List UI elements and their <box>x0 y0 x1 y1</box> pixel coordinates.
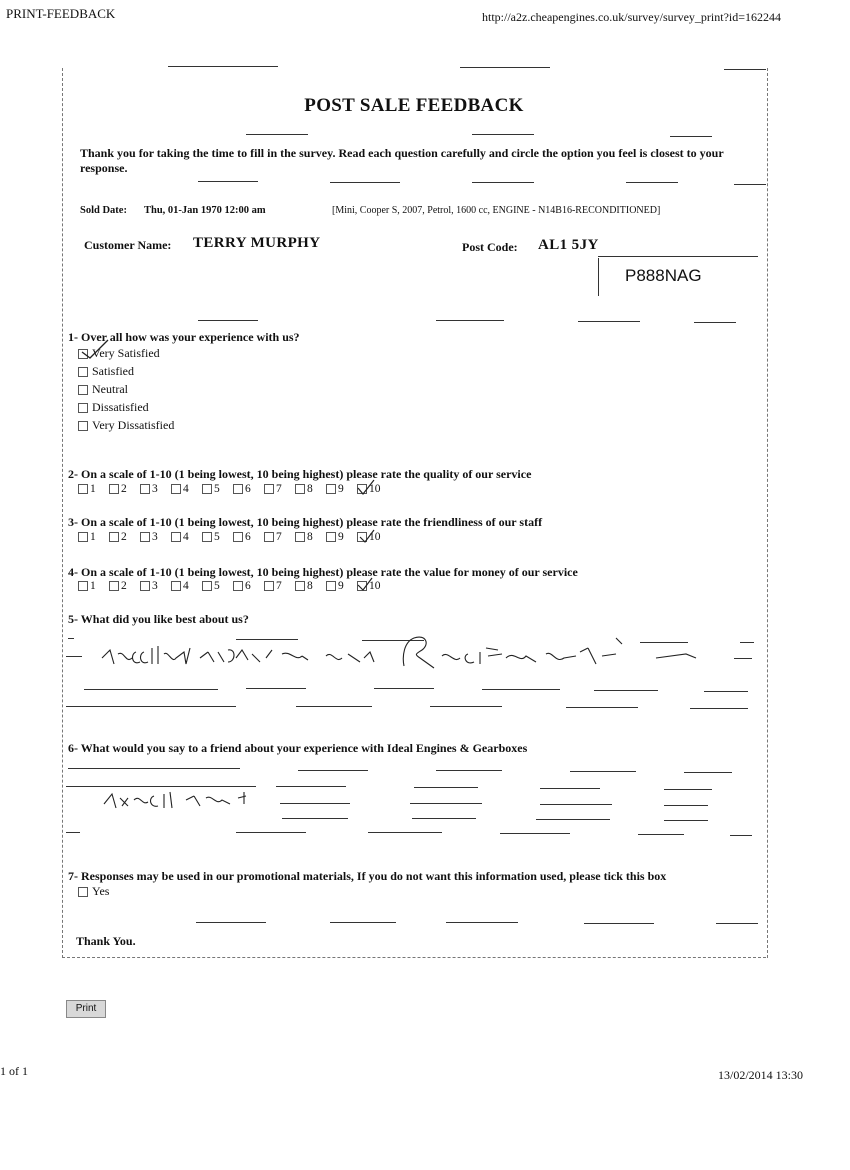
q4-rating-1[interactable]: 1 <box>78 580 109 592</box>
checkbox[interactable] <box>264 581 274 591</box>
q2-scale <box>78 483 388 495</box>
checkbox[interactable] <box>295 484 305 494</box>
print-datetime: 13/02/2014 13:30 <box>718 1068 804 1082</box>
q3-rating-1[interactable]: 1 <box>78 531 109 543</box>
divider <box>436 320 504 321</box>
customer-name: TERRY MURPHY <box>193 235 321 251</box>
registration-box <box>598 258 759 296</box>
q3-rating-7[interactable]: 7 <box>264 531 295 543</box>
registration-value: P888NAG <box>625 266 702 285</box>
checkbox[interactable] <box>233 532 243 542</box>
intro-text: Thank you for taking the time to fill in the survey. Read each question carefully and circle the option you feel is closest to your response. <box>80 146 724 175</box>
q2-rating-8[interactable]: 8 <box>295 483 326 495</box>
q2-rating-6[interactable]: 6 <box>233 483 264 495</box>
checkbox[interactable] <box>109 532 119 542</box>
q6-handwritten-answer <box>98 784 268 814</box>
checkbox[interactable] <box>78 581 88 591</box>
divider <box>626 182 678 183</box>
page-url: http://a2z.cheapengines.co.uk/survey/survey_print?id=162244 <box>482 10 782 24</box>
q3-rating-10[interactable]: 10 <box>357 531 388 543</box>
q2-rating-5[interactable]: 5 <box>202 483 233 495</box>
q4-rating-10[interactable]: 10 <box>357 580 388 592</box>
q4-rating-8[interactable]: 8 <box>295 580 326 592</box>
q3-rating-8[interactable]: 8 <box>295 531 326 543</box>
q3-rating-6[interactable]: 6 <box>233 531 264 543</box>
checkbox[interactable] <box>78 887 88 897</box>
thank-you: Thank You. <box>76 934 136 948</box>
checkbox[interactable] <box>326 484 336 494</box>
checkbox[interactable] <box>78 403 88 413</box>
checkbox[interactable] <box>140 532 150 542</box>
divider <box>734 184 766 185</box>
checkbox[interactable] <box>264 532 274 542</box>
divider <box>472 182 534 183</box>
q3-rating-5[interactable]: 5 <box>202 531 233 543</box>
checkbox[interactable] <box>171 484 181 494</box>
divider <box>670 136 712 137</box>
checkbox[interactable] <box>78 532 88 542</box>
question-1: 1- Over all how was your experience with us? <box>68 330 300 344</box>
q4-rating-5[interactable]: 5 <box>202 580 233 592</box>
q3-rating-2[interactable]: 2 <box>109 531 140 543</box>
checkbox[interactable] <box>140 484 150 494</box>
form-frame <box>62 68 768 958</box>
checkbox[interactable] <box>78 385 88 395</box>
checkbox[interactable] <box>109 484 119 494</box>
customer-label: Customer Name: <box>84 238 172 252</box>
question-4: 4- On a scale of 1-10 (1 being lowest, 10 being highest) please rate the value for money of our service <box>68 565 578 579</box>
divider <box>168 66 278 67</box>
q2-rating-2[interactable]: 2 <box>109 483 140 495</box>
vehicle-details: [Mini, Cooper S, 2007, Petrol, 1600 cc, ENGINE - N14B16-RECONDITIONED] <box>332 205 661 216</box>
registration-box-top <box>598 256 758 257</box>
checkbox[interactable] <box>78 484 88 494</box>
checkbox[interactable] <box>326 532 336 542</box>
checkbox[interactable] <box>171 532 181 542</box>
q3-tick-mark <box>358 528 376 544</box>
sold-date-label: Sold Date: <box>80 205 127 216</box>
postcode-label: Post Code: <box>462 240 518 254</box>
q4-rating-2[interactable]: 2 <box>109 580 140 592</box>
divider <box>198 320 258 321</box>
q1-option-very-satisfied[interactable]: Very Satisfied <box>78 346 174 361</box>
divider <box>198 181 258 182</box>
divider <box>694 322 736 323</box>
checkbox[interactable] <box>295 532 305 542</box>
q4-scale <box>78 580 388 592</box>
checkbox[interactable] <box>233 581 243 591</box>
divider <box>330 182 400 183</box>
q4-tick-mark <box>356 576 374 592</box>
q2-rating-10[interactable]: 10 <box>357 483 388 495</box>
q2-rating-4[interactable]: 4 <box>171 483 202 495</box>
q2-rating-9[interactable]: 9 <box>326 483 357 495</box>
print-title: PRINT-FEEDBACK <box>6 6 116 21</box>
checkbox[interactable] <box>326 581 336 591</box>
checkbox[interactable] <box>233 484 243 494</box>
form-frame-bottom <box>62 957 766 958</box>
q4-rating-4[interactable]: 4 <box>171 580 202 592</box>
q4-rating-6[interactable]: 6 <box>233 580 264 592</box>
q1-tick-mark <box>80 338 110 360</box>
divider <box>460 67 550 68</box>
divider <box>472 134 534 135</box>
page-count: 1 of 1 <box>0 1064 28 1078</box>
q1-option-neutral[interactable]: Neutral <box>78 382 174 397</box>
question-6: 6- What would you say to a friend about your experience with Ideal Engines & Gearboxes <box>68 741 528 755</box>
q2-tick-mark <box>356 478 376 496</box>
divider <box>246 134 308 135</box>
sold-date-value: Thu, 01-Jan 1970 12:00 am <box>144 205 266 216</box>
question-3: 3- On a scale of 1-10 (1 being lowest, 10 being highest) please rate the friendliness of our staff <box>68 515 543 529</box>
q1-option-very-dissatisfied[interactable]: Very Dissatisfied <box>78 418 174 433</box>
q3-rating-3[interactable]: 3 <box>140 531 171 543</box>
q5-handwritten-answer <box>96 628 726 684</box>
q4-rating-9[interactable]: 9 <box>326 580 357 592</box>
checkbox[interactable] <box>295 581 305 591</box>
q3-scale <box>78 531 388 543</box>
checkbox[interactable] <box>202 532 212 542</box>
postcode-value: AL1 5JY <box>538 237 599 253</box>
print-button[interactable]: Print <box>66 1000 106 1018</box>
checkbox[interactable] <box>78 367 88 377</box>
q2-rating-3[interactable]: 3 <box>140 483 171 495</box>
checkbox[interactable] <box>109 581 119 591</box>
question-7: 7- Responses may be used in our promotional materials, If you do not want this information used, please tick this box <box>68 869 667 883</box>
checkbox[interactable] <box>171 581 181 591</box>
divider <box>578 321 640 322</box>
q1-option-dissatisfied[interactable]: Dissatisfied <box>78 400 174 415</box>
q3-rating-9[interactable]: 9 <box>326 531 357 543</box>
question-5: 5- What did you like best about us? <box>68 612 249 626</box>
q2-rating-7[interactable]: 7 <box>264 483 295 495</box>
checkbox[interactable] <box>202 484 212 494</box>
q3-rating-4[interactable]: 4 <box>171 531 202 543</box>
question-2: 2- On a scale of 1-10 (1 being lowest, 10 being highest) please rate the quality of our service <box>68 467 532 481</box>
divider <box>724 69 766 70</box>
checkbox[interactable] <box>78 421 88 431</box>
q2-rating-1[interactable]: 1 <box>78 483 109 495</box>
q1-option-satisfied[interactable]: Satisfied <box>78 364 174 379</box>
checkbox[interactable] <box>264 484 274 494</box>
q4-rating-7[interactable]: 7 <box>264 580 295 592</box>
checkbox[interactable] <box>202 581 212 591</box>
page-title: POST SALE FEEDBACK <box>304 95 524 116</box>
q4-rating-3[interactable]: 3 <box>140 580 171 592</box>
q7-option-yes[interactable]: Yes <box>78 884 109 899</box>
checkbox[interactable] <box>140 581 150 591</box>
